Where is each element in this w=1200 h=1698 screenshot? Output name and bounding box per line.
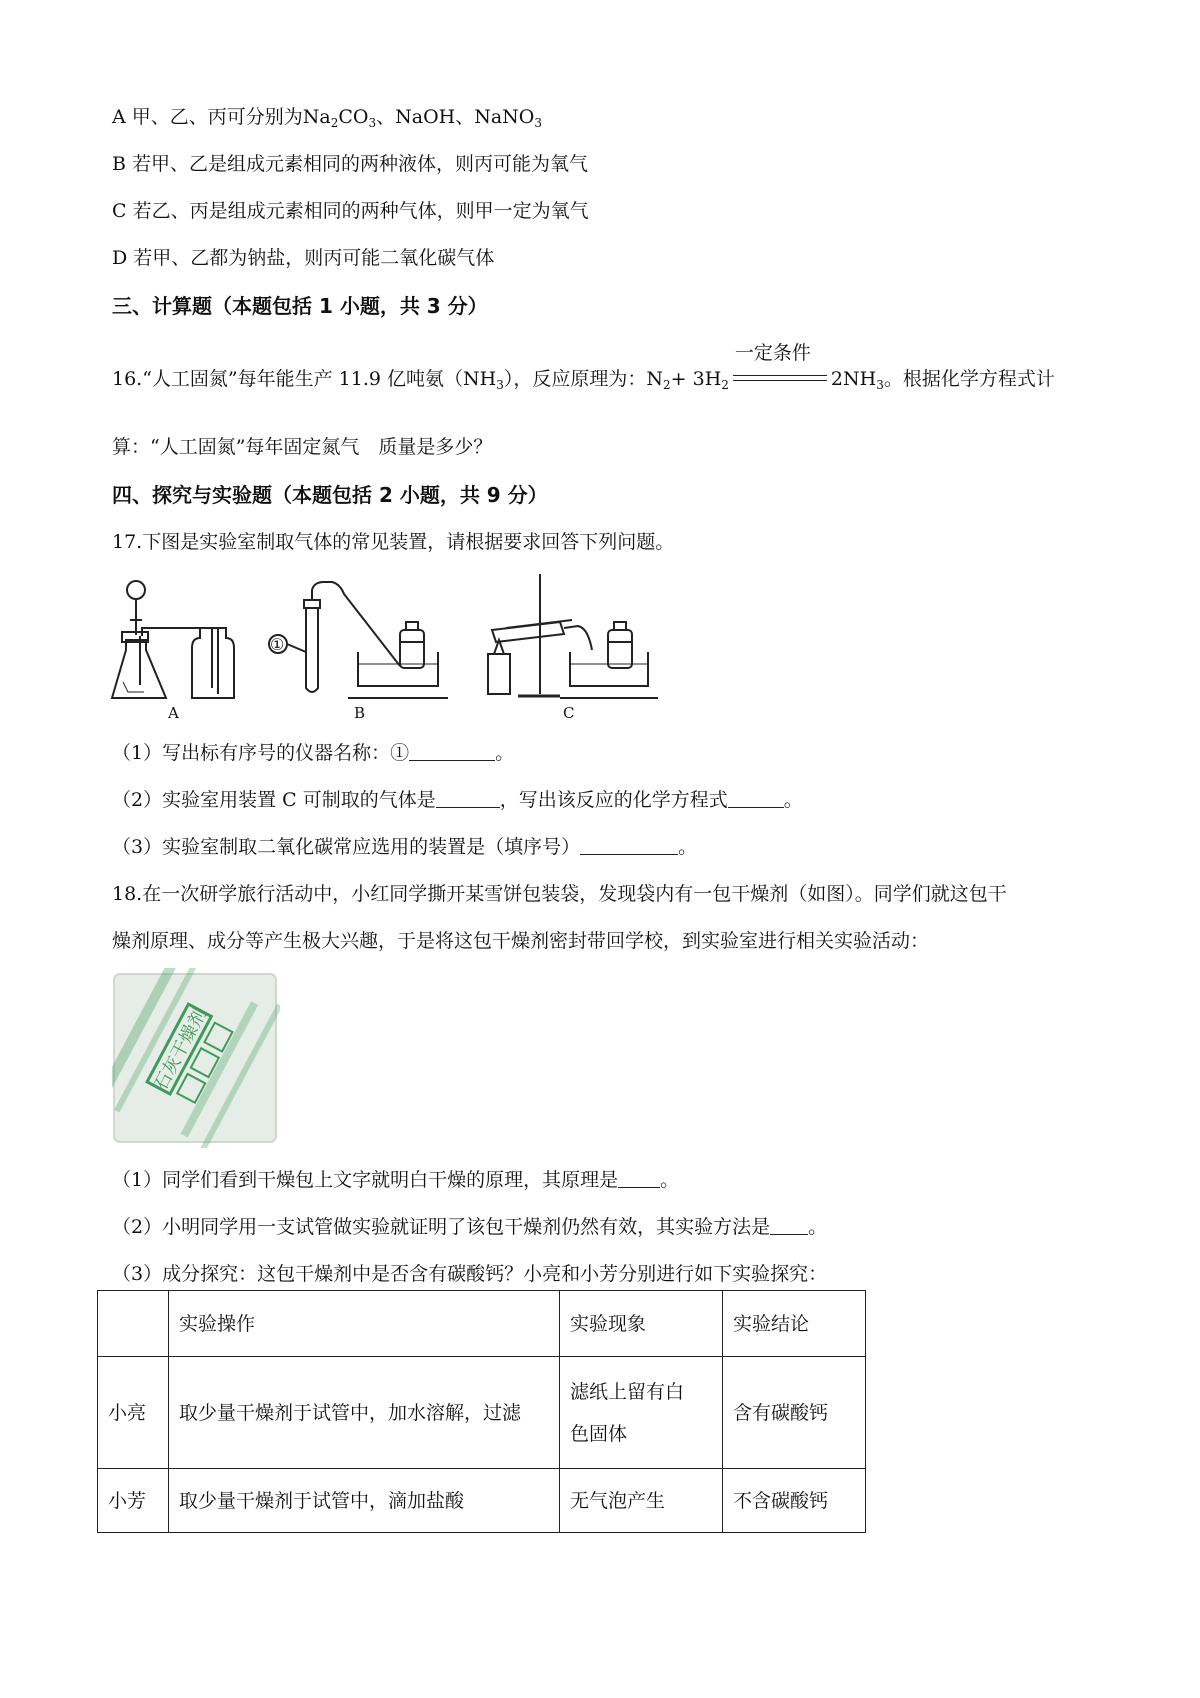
q16-line1: 16.“人工固氮”每年能生产 11.9 亿吨氨$(NH_3)$，反应原理为：$N_2+ 3H_2$ 一定条件 $2NH_3$。根据化学方程式计 bbox=[112, 342, 1055, 392]
table-cell-conclusion: 不含碳酸钙 bbox=[723, 1469, 866, 1533]
table-header-cell bbox=[98, 1291, 169, 1357]
table-cell-name: 小亮 bbox=[98, 1357, 169, 1469]
answer-blank[interactable] bbox=[409, 742, 495, 761]
answer-blank[interactable] bbox=[728, 789, 784, 808]
q18-part2: （2）小明同学用一支试管做实验就证明了该包干燥剂仍然有效，其实验方法是 。 bbox=[112, 1216, 828, 1238]
gas-apparatus-figure bbox=[108, 570, 698, 720]
q18-stem-line2: 燥剂原理、成分等产生极大兴趣，于是将这包干燥剂密封带回学校，到实验室进行相关实验活动： bbox=[112, 930, 930, 952]
figure-marker: ① bbox=[270, 635, 285, 654]
q18-part3: （3）成分探究：这包干燥剂中是否含有碳酸钙？小亮和小芳分别进行如下实验探究： bbox=[112, 1263, 828, 1285]
experiment-table bbox=[97, 1290, 866, 1533]
table-cell-observation: 滤纸上留有白 色固体 bbox=[560, 1357, 723, 1469]
section-4-heading: 四、探究与实验题（本题包括 2 小题，共 9 分） bbox=[112, 483, 548, 507]
table-row bbox=[98, 1469, 866, 1533]
table-header-cell: 实验现象 bbox=[560, 1291, 723, 1357]
table-cell-operation: 取少量干燥剂于试管中，加水溶解，过滤 bbox=[169, 1357, 560, 1469]
answer-blank[interactable] bbox=[618, 1169, 660, 1188]
apparatus-b bbox=[269, 582, 448, 698]
q17-part1: （1）写出标有序号的仪器名称：① 。 bbox=[112, 742, 515, 764]
q18-part1: （1）同学们看到干燥包上文字就明白干燥的原理，其原理是 。 bbox=[112, 1169, 680, 1191]
option-a: A 甲、乙、丙可分别为$Na_2CO_3$、NaOH、NaNO$_3$ bbox=[112, 106, 543, 130]
table-cell-observation: 无气泡产生 bbox=[560, 1469, 723, 1533]
table-cell-conclusion: 含有碳酸钙 bbox=[723, 1357, 866, 1469]
q18-stem-line1: 18.在一次研学旅行活动中，小红同学撕开某雪饼包装袋，发现袋内有一包干燥剂（如图）。同学们就这包干 bbox=[112, 883, 1007, 905]
table-cell-operation: 取少量干燥剂于试管中，滴加盐酸 bbox=[169, 1469, 560, 1533]
table-header-cell: 实验操作 bbox=[169, 1291, 560, 1357]
label-b: B bbox=[354, 704, 366, 720]
table-row bbox=[98, 1357, 866, 1469]
table-cell-name: 小芳 bbox=[98, 1469, 169, 1533]
label-a: A bbox=[168, 704, 179, 720]
option-b: B 若甲、乙是组成元素相同的两种液体，则丙可能为氧气 bbox=[112, 153, 589, 175]
q17-stem: 17.下图是实验室制取气体的常见装置，请根据要求回答下列问题。 bbox=[112, 531, 675, 553]
reaction-condition-sign bbox=[733, 342, 827, 392]
q17-part3: （3）实验室制取二氧化碳常应选用的装置是（填序号） 。 bbox=[112, 836, 698, 858]
answer-blank[interactable] bbox=[436, 789, 500, 808]
reaction-condition-label: 一定条件 bbox=[734, 342, 811, 364]
table-header-cell: 实验结论 bbox=[723, 1291, 866, 1357]
answer-blank[interactable] bbox=[770, 1216, 808, 1235]
section-3-heading: 三、计算题（本题包括 1 小题，共 3 分） bbox=[112, 294, 488, 318]
packet-label: 石灰干燥剂 bbox=[150, 1005, 211, 1095]
desiccant-packet-photo bbox=[112, 968, 280, 1148]
table-header-row bbox=[98, 1291, 866, 1357]
label-c: C bbox=[563, 704, 575, 720]
answer-blank[interactable] bbox=[580, 836, 678, 855]
option-c: C 若乙、丙是组成元素相同的两种气体，则甲一定为氧气 bbox=[112, 200, 589, 222]
option-d: D 若甲、乙都为钠盐，则丙可能二氧化碳气体 bbox=[112, 247, 495, 269]
apparatus-a bbox=[112, 581, 234, 698]
q17-part2: （2）实验室用装置 C 可制取的气体是 ，写出该反应的化学方程式 。 bbox=[112, 789, 803, 811]
apparatus-c bbox=[488, 574, 658, 698]
q16-line2: 算：“人工固氮”每年固定氮气 质量是多少？ bbox=[112, 436, 493, 458]
